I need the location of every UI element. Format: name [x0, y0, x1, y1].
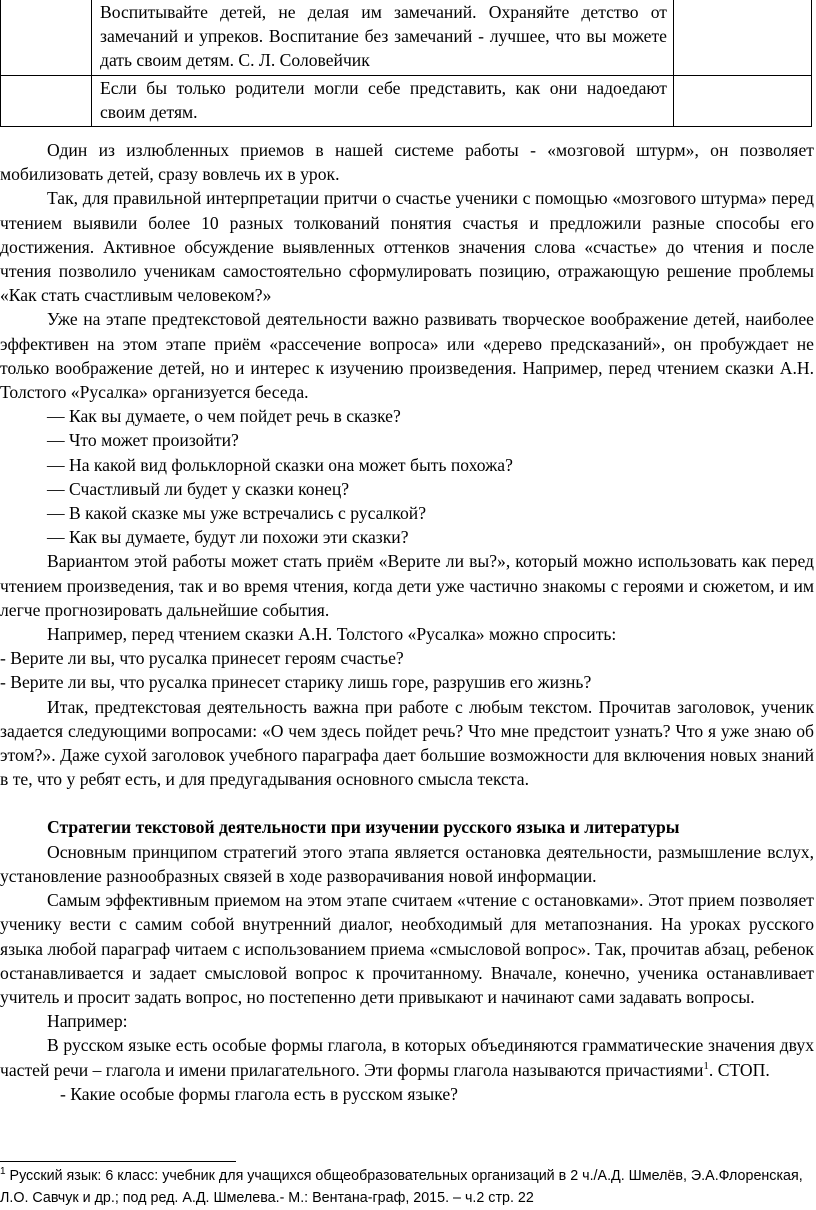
- paragraph-question: - Какие особые формы глагола есть в русском языке?: [60, 1083, 458, 1104]
- list-item: — Счастливый ли будет у сказки конец?: [47, 478, 350, 499]
- list-item: — Как вы думаете, о чем пойдет речь в сказке?: [47, 406, 401, 427]
- quotes-table: [0, 0, 812, 127]
- paragraph-example-label: Например:: [47, 1011, 128, 1032]
- paragraph-principle: Основным принципом стратегий этого этапа является остановка деятельности, размышление вслух, установление разнообразных связей в ходе разворачивания новой информации.: [0, 841, 814, 886]
- section-heading: Стратегии текстовой деятельности при изучении русского языка и литературы: [47, 817, 680, 838]
- believe-question-2: - Верите ли вы, что русалка принесет старику лишь горе, разрушив его жизнь?: [0, 672, 592, 693]
- list-item: — На какой вид фольклорной сказки она может быть похожа?: [47, 454, 513, 475]
- believe-question-1: - Верите ли вы, что русалка принесет героям счастье?: [0, 648, 404, 669]
- table-cell-empty-right: [674, 0, 812, 75]
- footnote-separator: [0, 1161, 236, 1162]
- body-text: [0, 138, 814, 1106]
- paragraph-participles: [0, 1033, 814, 1081]
- quote-cell: Воспитывайте детей, не делая им замечаний. Охраняйте детство от замечаний и упреков. Воспитание без замечаний - лучшее, что вы можете дать своим детям. С. Л. Соловейчик: [92, 0, 674, 75]
- paragraph-summary: Итак, предтекстовая деятельность важна при работе с любым текстом. Прочитав заголовок, ученик задается следующими вопросами: «О чем здесь пойдет речь? Что мне предстоит узнать? Что я уже знаю об этом?». Даже сухой заголовок учебного параграфа дает большие возможности для включения новых знаний в те, что у ребят есть, и для предугадывания основного смысла текста.: [0, 696, 814, 790]
- footnote-text: Русский язык: 6 класс: учебник для учащихся общеобразовательных организаций в 2 ч./А.Д. Шмелёв, Э.А.Флоренская, Л.О. Савчук и др.; под ред. А.Д. Шмелева.- М.: Вентана-граф, 2015. – ч.2 стр. 22: [0, 1168, 803, 1206]
- paragraph-pretext: Уже на этапе предтекстовой деятельности важно развивать творческое воображение детей, наиболее эффективен на этом этапе приём «рассечение вопроса» или «дерево предсказаний», он пробуждает не только воображение детей, но и интерес к изучению произведения. Например, перед чтением сказки А.Н. Толстого «Русалка» организуется беседа.: [0, 309, 814, 403]
- table-row: [1, 0, 812, 75]
- table-cell-empty-left: [1, 75, 92, 126]
- footnote: [0, 1165, 814, 1209]
- table-cell-empty-right: [674, 75, 812, 126]
- list-item: — В какой сказке мы уже встречались с русалкой?: [47, 503, 427, 524]
- table-cell-empty-left: [1, 0, 92, 75]
- list-item: — Как вы думаете, будут ли похожи эти сказки?: [47, 527, 409, 548]
- paragraph-believe-variant: Вариантом этой работы может стать приём «Верите ли вы?», который можно использовать как перед чтением произведения, так и во время чтения, когда дети уже частично знакомы с героями и сюжетом, и им легче прогнозировать дальнейшие события.: [0, 551, 814, 620]
- paragraph-reading-stops: Самым эффективным приемом на этом этапе считаем «чтение с остановками». Этот прием позволяет ученику вести с самим собой внутренний диалог, необходимый для метапознания. На уроках русского языка любой параграф читаем с использованием приема «смысловой вопрос». Так, прочитав абзац, ребенок останавливается и задает смысловой вопрос к прочитанному. Вначале, конечно, ученика останавливает учитель и просит задать вопрос, но постепенно дети привыкают и начинают сами задавать вопросы.: [0, 890, 814, 1007]
- footnote-reference[interactable]: 1: [703, 1059, 709, 1072]
- stop-text: . СТОП.: [708, 1059, 770, 1080]
- list-item: — Что может произойти?: [47, 430, 239, 451]
- paragraph-example-intro: Например, перед чтением сказки А.Н. Толстого «Русалка» можно спросить:: [47, 624, 617, 645]
- paragraph-brainstorm: Один из излюбленных приемов в нашей системе работы - «мозговой штурм», он позволяет мобилизовать детей, сразу вовлечь их в урок.: [0, 140, 814, 185]
- dash-question-list: [0, 404, 814, 549]
- paragraph-parable: Так, для правильной интерпретации притчи о счастье ученики с помощью «мозгового штурма» перед чтением выявили более 10 разных толкований понятия счастья и предложили разные способы его достижения. Активное обсуждение выявленных оттенков значения слова «счастье» до чтения и после чтения позволило ученикам самостоятельно сформулировать позицию, отражающую решение проблемы «Как стать счастливым человеком?»: [0, 188, 814, 306]
- participles-text: В русском языке есть особые формы глагола, в которых объединяются грамматические значения двух частей речи – глагола и имени прилагательного. Эти формы глагола называются причастиями: [0, 1035, 814, 1080]
- footnote-mark: 1: [0, 1166, 6, 1178]
- table-row: [1, 75, 812, 126]
- quote-cell: Если бы только родители могли себе представить, как они надоедают своим детям.: [92, 75, 674, 126]
